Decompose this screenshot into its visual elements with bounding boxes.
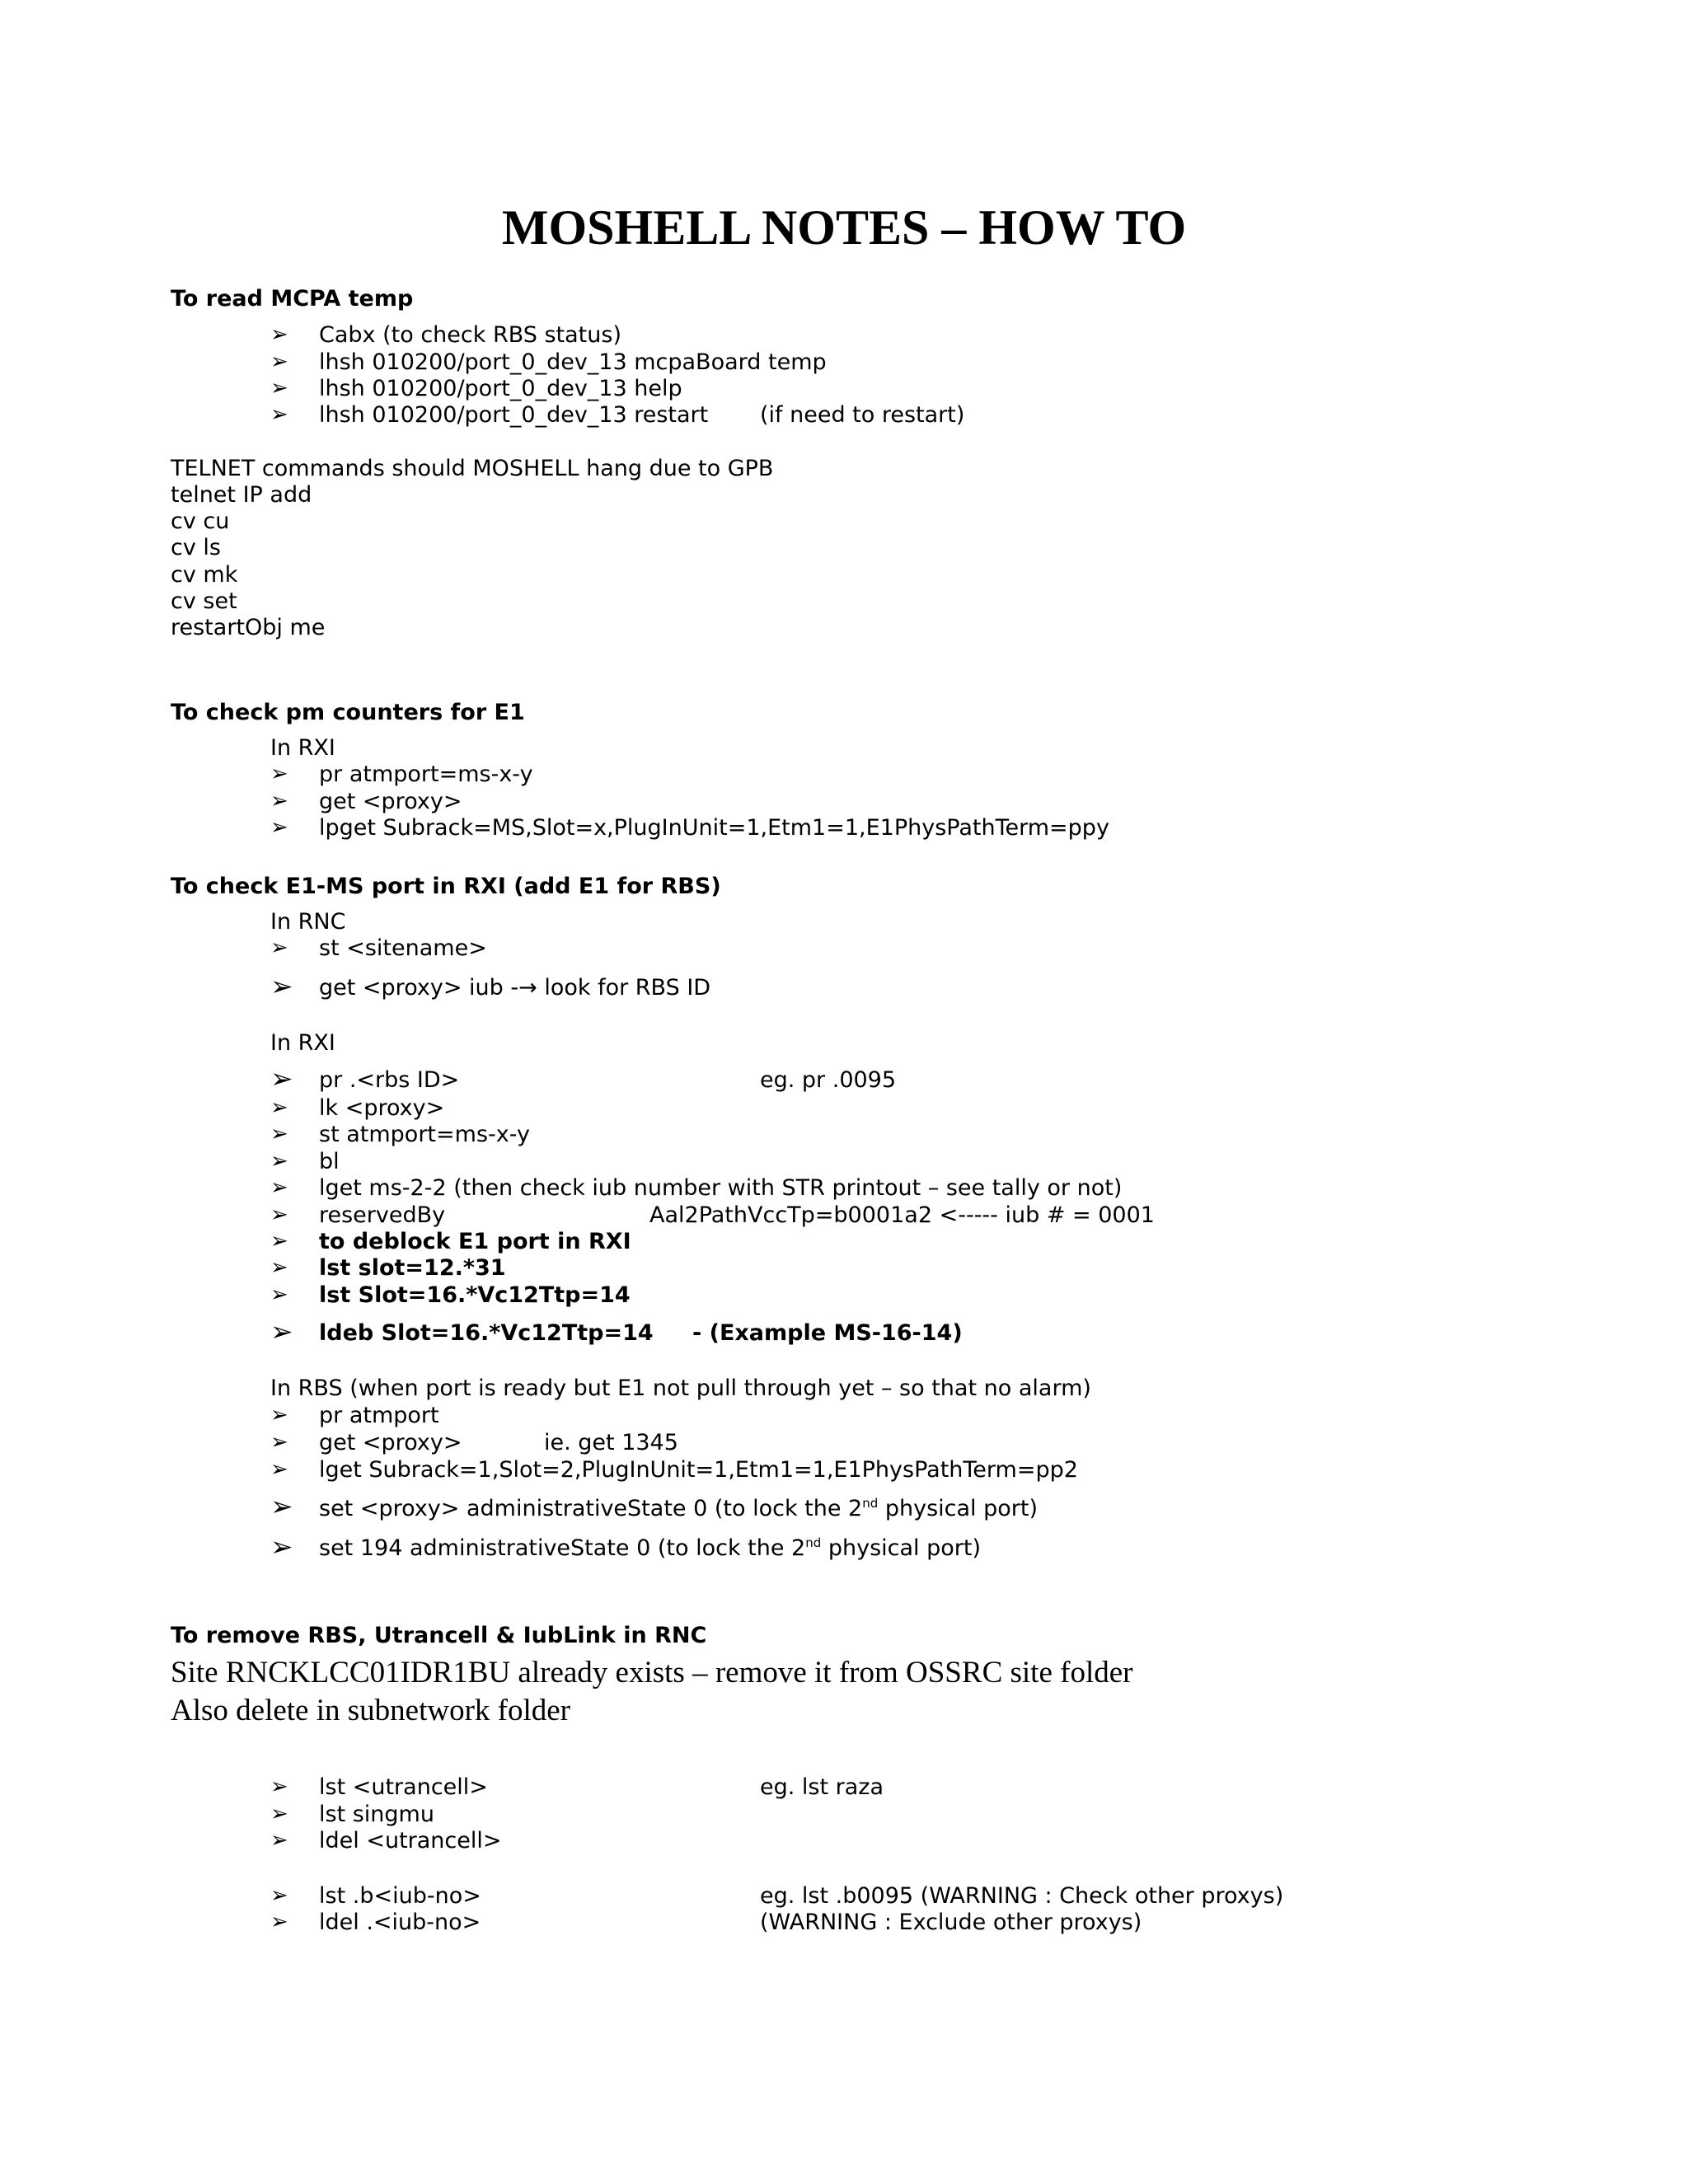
text-line: telnet IP add (171, 482, 312, 508)
list-item-text: physical port) (878, 1496, 1038, 1521)
list-item-note: - (Example MS-16-14) (692, 1320, 963, 1346)
list-item: reservedBy (319, 1202, 446, 1228)
text-line: cv mk (171, 562, 238, 588)
list-item: lk <proxy> (319, 1095, 445, 1121)
list-item: lst singmu (319, 1802, 434, 1827)
list-item-note: ie. get 1345 (544, 1430, 678, 1455)
bullet-arrow-icon: ➢ (270, 1122, 288, 1146)
list-item: ldel <utrancell> (319, 1828, 502, 1854)
text-line: TELNET commands should MOSHELL hang due to GPB (171, 456, 774, 481)
list-item: lst Slot=16.*Vc12Ttp=14 (319, 1282, 631, 1308)
list-item (319, 1535, 981, 1562)
text-line: Site RNCKLCC01IDR1BU already exists – remove it from OSSRC site folder (171, 1656, 1133, 1690)
bullet-arrow-icon: ➢ (270, 935, 288, 960)
bullet-arrow-icon: ➢ (270, 1315, 293, 1347)
list-item: bl (319, 1149, 340, 1174)
bullet-arrow-icon: ➢ (270, 762, 288, 786)
bullet-arrow-icon: ➢ (270, 1802, 288, 1826)
list-item: st atmport=ms-x-y (319, 1122, 530, 1147)
list-item: pr atmport (319, 1403, 439, 1428)
bullet-arrow-icon: ➢ (270, 1095, 288, 1120)
bullet-arrow-icon: ➢ (270, 402, 288, 427)
list-item: lst .b<iub-no> (319, 1883, 481, 1909)
list-item-text: set 194 administrativeState 0 (to lock the 2 (319, 1535, 806, 1561)
bullet-arrow-icon: ➢ (270, 376, 288, 401)
list-item: Cabx (to check RBS status) (319, 322, 621, 348)
bullet-arrow-icon: ➢ (270, 1490, 293, 1522)
list-item: get <proxy> (319, 789, 462, 814)
list-item-note: eg. lst .b0095 (WARNING : Check other proxys) (760, 1883, 1284, 1909)
page-title: MOSHELL NOTES – HOW TO (501, 200, 1187, 255)
bullet-arrow-icon: ➢ (270, 789, 288, 813)
list-item: to deblock E1 port in RXI (319, 1229, 631, 1254)
list-item: pr .<rbs ID> (319, 1067, 460, 1093)
list-item: lst slot=12.*31 (319, 1255, 506, 1281)
list-item: lst <utrancell> (319, 1774, 488, 1800)
bullet-arrow-icon: ➢ (270, 1229, 288, 1254)
text-line: cv cu (171, 509, 230, 534)
list-item: lhsh 010200/port_0_dev_13 mcpaBoard temp (319, 349, 827, 375)
bullet-arrow-icon: ➢ (270, 1774, 288, 1799)
text-line: cv ls (171, 535, 221, 560)
list-item-note: eg. pr .0095 (760, 1067, 897, 1093)
text-line: Also delete in subnetwork folder (171, 1694, 570, 1727)
context-label: In RNC (270, 909, 346, 935)
bullet-arrow-icon: ➢ (270, 1530, 293, 1563)
list-item-text: set <proxy> administrativeState 0 (to lock the 2 (319, 1496, 863, 1521)
ordinal-suffix: nd (862, 1496, 879, 1511)
bullet-arrow-icon: ➢ (270, 970, 293, 1002)
bullet-arrow-icon: ➢ (270, 1430, 288, 1455)
section-heading-remove: To remove RBS, Utrancell & IubLink in RNC (171, 1623, 707, 1648)
bullet-arrow-icon: ➢ (270, 349, 288, 374)
text-line: cv set (171, 588, 237, 614)
ordinal-suffix: nd (805, 1535, 822, 1550)
list-item (319, 1495, 1038, 1522)
bullet-arrow-icon: ➢ (270, 1149, 288, 1174)
list-item: lhsh 010200/port_0_dev_13 help (319, 376, 682, 401)
text-line: restartObj me (171, 615, 326, 640)
bullet-arrow-icon: ➢ (270, 1202, 288, 1227)
list-item: ldeb Slot=16.*Vc12Ttp=14 (319, 1320, 654, 1346)
bullet-arrow-icon: ➢ (270, 1403, 288, 1427)
list-item-note: Aal2PathVccTp=b0001a2 <----- iub # = 0001 (649, 1202, 1155, 1228)
section-heading-e1ms: To check E1-MS port in RXI (add E1 for RBS) (171, 874, 721, 899)
list-item-note: eg. lst raza (760, 1774, 884, 1800)
list-item: lget ms-2-2 (then check iub number with STR printout – see tally or not) (319, 1175, 1123, 1201)
bullet-arrow-icon: ➢ (270, 1255, 288, 1280)
list-item: st <sitename> (319, 935, 487, 961)
list-item: get <proxy> (319, 1430, 462, 1455)
list-item: get <proxy> iub -→ look for RBS ID (319, 975, 711, 1001)
list-item-text: physical port) (821, 1535, 981, 1561)
list-item-note: (WARNING : Exclude other proxys) (760, 1910, 1142, 1935)
list-item: lpget Subrack=MS,Slot=x,PlugInUnit=1,Etm1=1,E1PhysPathTerm=ppy (319, 815, 1109, 841)
bullet-arrow-icon: ➢ (270, 1457, 288, 1482)
list-item: pr atmport=ms-x-y (319, 762, 533, 787)
bullet-arrow-icon: ➢ (270, 1175, 288, 1200)
section-heading-mcpa: To read MCPA temp (171, 286, 414, 312)
list-item: lget Subrack=1,Slot=2,PlugInUnit=1,Etm1=1,E1PhysPathTerm=pp2 (319, 1457, 1078, 1483)
list-item-note: (if need to restart) (760, 402, 965, 428)
list-item: ldel .<iub-no> (319, 1910, 481, 1935)
bullet-arrow-icon: ➢ (270, 1282, 288, 1307)
context-label: In RXI (270, 1030, 335, 1056)
bullet-arrow-icon: ➢ (270, 1828, 288, 1853)
context-label: In RBS (when port is ready but E1 not pull through yet – so that no alarm) (270, 1376, 1091, 1401)
bullet-arrow-icon: ➢ (270, 1883, 288, 1908)
context-label: In RXI (270, 735, 335, 761)
section-heading-pm: To check pm counters for E1 (171, 700, 525, 725)
list-item: lhsh 010200/port_0_dev_13 restart (319, 402, 709, 428)
bullet-arrow-icon: ➢ (270, 322, 288, 347)
bullet-arrow-icon: ➢ (270, 1062, 293, 1094)
bullet-arrow-icon: ➢ (270, 815, 288, 840)
bullet-arrow-icon: ➢ (270, 1910, 288, 1934)
